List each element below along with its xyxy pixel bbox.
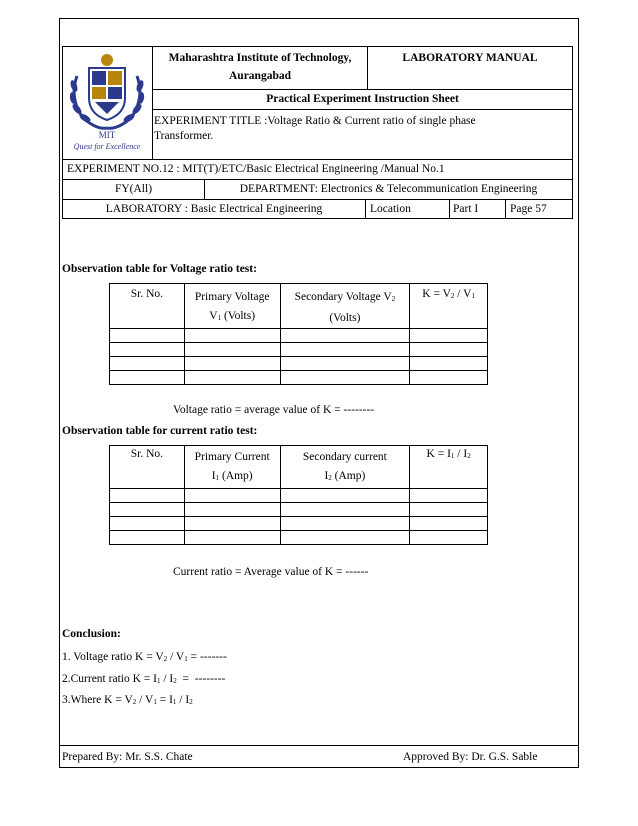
table-cell[interactable]	[184, 329, 280, 343]
voltage-ratio-result: Voltage ratio = average value of K = --------	[173, 404, 375, 416]
fy-label: FY(All)	[114, 183, 153, 195]
voltage-header-primary: Primary Voltage $V_1$ (Volts)	[184, 284, 280, 329]
department-label: DEPARTMENT: Electronics & Telecommunication Engineering	[239, 183, 538, 195]
institute-name-line1: Maharashtra Institute of Technology,	[168, 52, 352, 64]
table-row	[110, 503, 488, 517]
part-label: Part I	[453, 203, 479, 215]
table-cell[interactable]	[280, 343, 410, 357]
footer-separator	[59, 745, 579, 746]
institute-name-cell	[152, 46, 368, 90]
current-header-secondary: Secondary current $I_2$ (Amp)	[280, 446, 410, 489]
table-cell[interactable]	[280, 489, 410, 503]
table-cell[interactable]	[280, 503, 410, 517]
fy-cell	[62, 179, 205, 200]
voltage-section-title: Observation table for Voltage ratio test:	[62, 263, 257, 275]
sheet-title-cell	[152, 89, 573, 110]
manual-title-cell	[367, 46, 573, 90]
department-cell	[204, 179, 573, 200]
logo-tagline: Quest for Excellence	[73, 142, 141, 151]
current-ratio-result: Current ratio = Average value of K = ------	[173, 566, 369, 578]
conclusion-line-3: 3.Where $K = V_2 / V_1 = I_1 / I_2$	[62, 694, 193, 706]
experiment-title-cell	[152, 109, 573, 160]
institute-logo	[63, 46, 151, 158]
experiment-no: EXPERIMENT NO.12 : MIT(T)/ETC/Basic Electrical Engineering /Manual No.1	[67, 163, 445, 175]
voltage-table-header-row	[110, 284, 488, 329]
table-cell[interactable]	[110, 371, 185, 385]
table-cell[interactable]	[110, 531, 185, 545]
table-cell[interactable]	[184, 357, 280, 371]
table-row	[110, 343, 488, 357]
table-cell[interactable]	[410, 489, 488, 503]
table-cell[interactable]	[184, 503, 280, 517]
logo-emblem-icon	[63, 46, 151, 158]
table-cell[interactable]	[410, 531, 488, 545]
experiment-no-cell	[62, 159, 573, 180]
voltage-header-secondary: Secondary Voltage $V_2$ (Volts)	[280, 284, 410, 329]
table-cell[interactable]	[410, 329, 488, 343]
table-cell[interactable]	[280, 517, 410, 531]
table-cell[interactable]	[110, 489, 185, 503]
location-cell	[365, 199, 450, 219]
table-cell[interactable]	[184, 517, 280, 531]
table-cell[interactable]	[280, 329, 410, 343]
table-row	[110, 357, 488, 371]
prepared-by: Prepared By: Mr. S.S. Chate	[62, 751, 193, 763]
conclusion-title: Conclusion:	[62, 628, 121, 640]
table-cell[interactable]	[110, 329, 185, 343]
current-header-primary: Primary Current $I_1$ (Amp)	[184, 446, 280, 489]
table-row	[110, 531, 488, 545]
voltage-header-sr-no: Sr. No.	[110, 284, 185, 329]
experiment-title-line1: EXPERIMENT TITLE :Voltage Ratio & Current ratio of single phase	[154, 115, 476, 127]
current-table-header-row	[110, 446, 488, 489]
table-cell[interactable]	[110, 517, 185, 531]
location-label: Location	[370, 203, 411, 215]
conclusion-line-2: 2.Current ratio $K = I_1 / I_2$ = --------	[62, 673, 226, 685]
table-cell[interactable]	[184, 489, 280, 503]
table-cell[interactable]	[184, 371, 280, 385]
manual-title: LABORATORY MANUAL	[402, 52, 538, 64]
table-row	[110, 489, 488, 503]
table-cell[interactable]	[280, 531, 410, 545]
page-number: Page 57	[510, 203, 547, 215]
table-cell[interactable]	[184, 343, 280, 357]
voltage-observation-table	[109, 283, 488, 385]
table-cell[interactable]	[410, 371, 488, 385]
table-cell[interactable]	[410, 343, 488, 357]
table-row	[110, 371, 488, 385]
laboratory-label: LABORATORY : Basic Electrical Engineering	[105, 203, 323, 215]
sheet-title: Practical Experiment Instruction Sheet	[266, 93, 459, 105]
table-row	[110, 517, 488, 531]
experiment-title-line2: Transformer.	[154, 130, 214, 142]
logo-mit-text: MIT	[98, 130, 116, 140]
table-cell[interactable]	[110, 343, 185, 357]
current-observation-table	[109, 445, 488, 545]
current-header-k: $K = I_1 / I_2$	[410, 446, 488, 489]
table-cell[interactable]	[280, 371, 410, 385]
table-cell[interactable]	[110, 357, 185, 371]
table-row	[110, 329, 488, 343]
table-cell[interactable]	[110, 503, 185, 517]
current-section-title: Observation table for current ratio test:	[62, 425, 258, 437]
page-number-cell	[505, 199, 573, 219]
table-cell[interactable]	[410, 517, 488, 531]
conclusion-line-1: 1. Voltage ratio $K = V_2 / V_1$ = -------	[62, 651, 227, 663]
voltage-header-k: $K = V_2 / V_1$	[410, 284, 488, 329]
part-cell	[449, 199, 506, 219]
table-cell[interactable]	[280, 357, 410, 371]
table-cell[interactable]	[410, 503, 488, 517]
laboratory-cell	[62, 199, 366, 219]
approved-by: Approved By: Dr. G.S. Sable	[403, 751, 538, 763]
table-cell[interactable]	[184, 531, 280, 545]
table-cell[interactable]	[410, 357, 488, 371]
institute-name-line2: Aurangabad	[229, 70, 291, 82]
current-header-sr-no: Sr. No.	[110, 446, 185, 489]
